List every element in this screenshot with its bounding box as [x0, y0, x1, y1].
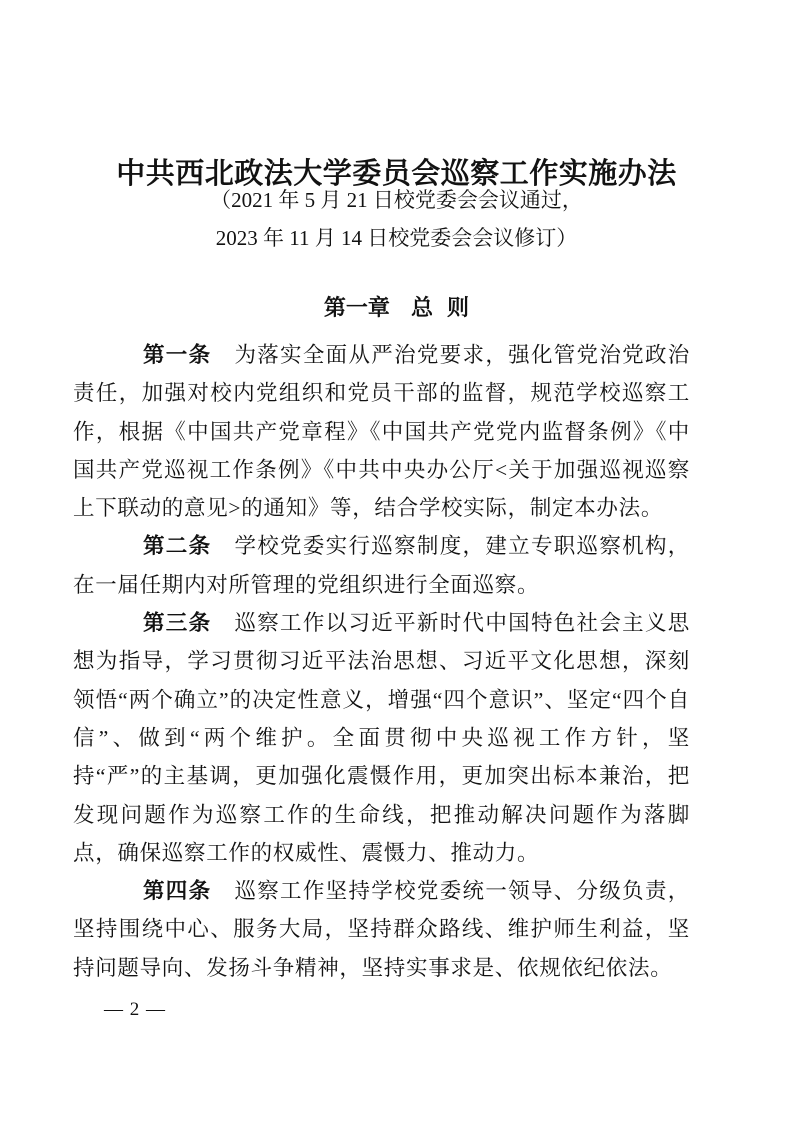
- article-1: [73, 336, 690, 527]
- revision-note-line-1: （2021 年 5 月 21 日校党委会会议通过，: [210, 188, 583, 212]
- article-2-text: 学校党委实行巡察制度，建立专职巡察机构，在一届任期内对所管理的党组织进行全面巡察。: [73, 534, 690, 597]
- article-4-text: 巡察工作坚持学校党委统一领导、分级负责，坚持围绕中心、服务大局，坚持群众路线、维护师生利益，坚持问题导向、发扬斗争精神，坚持实事求是、依规依纪依法。: [73, 879, 690, 980]
- article-4: [73, 872, 690, 987]
- revision-note: [0, 181, 793, 257]
- page-number: — 2 —: [104, 999, 166, 1020]
- article-1-text: 为落实全面从严治党要求，强化管党治党政治责任，加强对校内党组织和党员干部的监督，规范学校巡察工作，根据《中国共产党章程》《中国共产党党内监督条例》《中国共产党巡视工作条例》《中共中央办公厅<关于加强巡视巡察上下联动的意见>的通知》等，结合学校实际，制定本办法。: [73, 343, 690, 521]
- article-4-label: 第四条: [143, 879, 212, 904]
- chapter-label: 第一章: [323, 295, 390, 320]
- article-3-label: 第三条: [143, 611, 212, 636]
- article-2-label: 第二条: [143, 534, 212, 559]
- article-3: [73, 604, 690, 872]
- article-3-text: 巡察工作以习近平新时代中国特色社会主义思想为指导，学习贯彻习近平法治思想、习近平文化思想，深刻领悟“两个确立”的决定性意义，增强“四个意识”、坚定“四个自信”、做到“两个维护。全面贯彻中央巡视工作方针，坚持“严”的主基调，更加强化震慑作用，更加突出标本兼治，把发现问题作为巡察工作的生命线，把推动解决问题作为落脚点，确保巡察工作的权威性、震慑力、推动力。: [73, 611, 690, 865]
- revision-note-line-2: 2023 年 11 月 14 日校党委会会议修订）: [215, 226, 578, 250]
- document-body: [73, 336, 690, 987]
- article-1-label: 第一条: [143, 343, 212, 367]
- document-title: 中共西北政法大学委员会巡察工作实施办法: [116, 158, 677, 191]
- chapter-title: 总 则: [410, 295, 470, 320]
- article-2: [73, 527, 690, 604]
- chapter-heading: [0, 294, 793, 322]
